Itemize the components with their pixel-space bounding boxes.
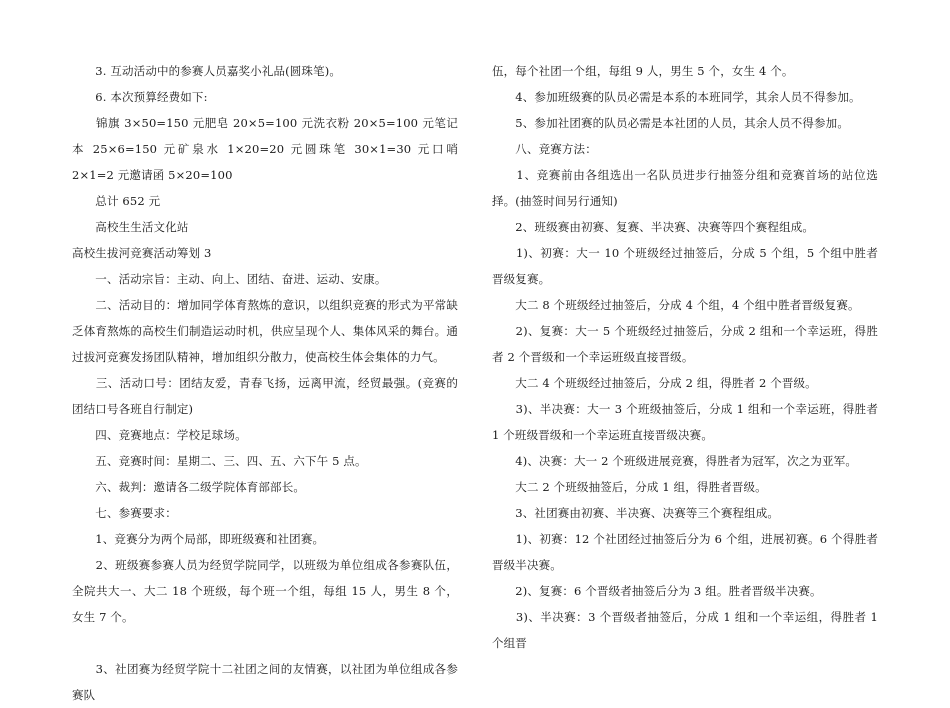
paragraph: 大二 8 个班级经过抽签后，分成 4 个组，4 个组中胜者晋级复赛。 [492,298,860,312]
paragraph: 2)、复赛：大一 5 个班级经过抽签后，分成 2 组和一个幸运班，得胜者 2 个晋级和一个幸运班级直接晋级。 [492,324,878,364]
paragraph: 3、社团赛由初赛、半决赛、决赛等三个赛程组成。 [492,506,780,520]
paragraph: 2、班级赛由初赛、复赛、半决赛、决赛等四个赛程组成。 [492,220,815,234]
paragraph: 3)、半决赛：大一 3 个班级抽签后，分成 1 组和一个幸运班，得胜者 1 个班级晋级和一个幸运班直接晋级决赛。 [492,402,878,442]
paragraph: 2)、复赛：6 个晋级者抽签后分为 3 组。胜者晋级半决赛。 [492,584,822,598]
paragraph: 4)、决赛：大一 2 个班级进展竞赛，得胜者为冠军，次之为亚军。 [492,454,858,468]
paragraph: 1)、初赛：大一 10 个班级经过抽签后，分成 5 个组，5 个组中胜者晋级复赛。 [492,246,878,286]
paragraph: 五、竞赛时间：星期二、三、四、五、六下午 5 点。 [72,454,367,468]
paragraph: 1、竞赛分为两个局部，即班级赛和社团赛。 [72,532,325,546]
paragraph: 5、参加社团赛的队员必需是本社团的人员，其余人员不得参加。 [492,116,849,130]
paragraph: 伍，每个社团一个组，每组 9 人，男生 5 个，女生 4 个。 [492,64,794,78]
paragraph: 2、班级赛参赛人员为经贸学院同学，以班级为单位组成各参赛队伍，全院共大一、大二 18 个班级，每个班一个组，每组 15 人，男生 8 个，女生 7 个。 [72,558,458,624]
section-title: 高校生拔河竞赛活动筹划 3 [72,246,212,260]
left-column [72,58,458,708]
paragraph: 一、活动宗旨：主动、向上、团结、奋进、运动、安康。 [72,272,387,286]
blank-line [72,630,458,656]
right-column [492,58,878,656]
paragraph: 4、参加班级赛的队员必需是本系的本班同学，其余人员不得参加。 [492,90,861,104]
paragraph: 6. 本次预算经费如下: [72,90,208,104]
paragraph: 3、社团赛为经贸学院十二社团之间的友情赛，以社团为单位组成各参赛队 [72,662,458,702]
paragraph: 六、裁判：邀请各二级学院体育部部长。 [72,480,305,494]
paragraph: 八、竞赛方法： [492,142,597,156]
paragraph: 1)、初赛：12 个社团经过抽签后分为 6 个组，进展初赛。6 个得胜者晋级半决赛。 [492,532,878,572]
paragraph: 大二 4 个班级经过抽签后，分成 2 组，得胜者 2 个晋级。 [492,376,817,390]
paragraph: 总计 652 元 [72,194,161,208]
paragraph: 四、竞赛地点：学校足球场。 [72,428,247,442]
paragraph: 高校生生活文化站 [72,220,189,234]
paragraph: 三、活动口号：团结友爱，青春飞扬，远离甲流，经贸最强。(竞赛的团结口号各班自行制定) [72,376,458,416]
paragraph: 七、参赛要求： [72,506,177,520]
paragraph: 锦旗 3×50=150 元肥皂 20×5=100 元洗衣粉 20×5=100 元笔记本 25×6=150 元矿泉水 1×20=20 元圆珠笔 30×1=30 元口哨 2×1=2 元邀请函 5×20=100 [72,116,458,182]
paragraph: 二、活动目的：增加同学体育熬炼的意识，以组织竞赛的形式为平常缺乏体育熬炼的高校生们制造运动时机，供应呈现个人、集体风采的舞台。通过拔河竞赛发扬团队精神，增加组织分散力，使高校生体会集体的力气。 [72,298,458,364]
paragraph: 3)、半决赛：3 个晋级者抽签后，分成 1 组和一个幸运组，得胜者 1 个组晋 [492,610,878,650]
paragraph: 大二 2 个班级抽签后，分成 1 组，得胜者晋级。 [492,480,767,494]
paragraph: 1、竞赛前由各组选出一名队员进步行抽签分组和竞赛首场的站位选择。(抽签时间另行通知) [492,168,878,208]
paragraph: 3. 互动活动中的参赛人员嘉奖小礼品(圆珠笔)。 [72,64,341,78]
